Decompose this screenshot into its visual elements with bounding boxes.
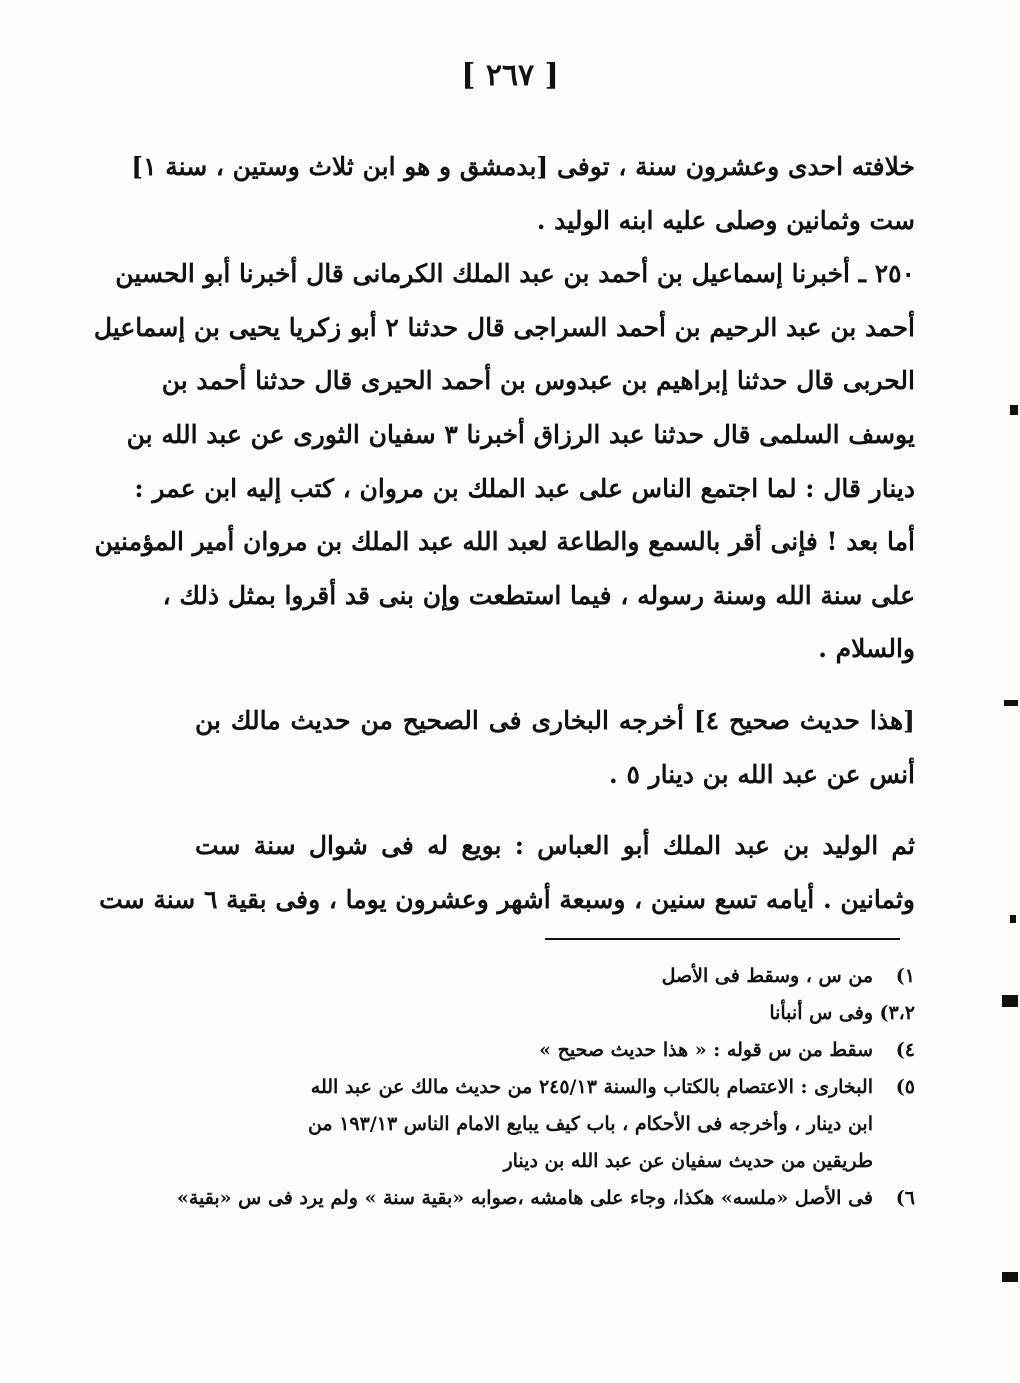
scan-mark bbox=[1002, 995, 1018, 1007]
footnote bbox=[195, 995, 915, 1032]
text-line: الحربى قال حدثنا إبراهيم بن عبدوس بن أحمد الحيرى قال حدثنا أحمد بن bbox=[161, 366, 915, 396]
footnote-text: طريقين من حديث سفيان عن عبد الله بن دينار bbox=[503, 1150, 873, 1172]
footnote bbox=[195, 1032, 915, 1069]
text-line: يوسف السلمى قال حدثنا عبد الرزاق أخبرنا ٣ سفيان الثورى عن عبد الله بن bbox=[126, 419, 915, 449]
scan-mark bbox=[1010, 405, 1018, 415]
text-line: ثم الوليد بن عبد الملك أبو العباس : بويع له فى شوال سنة ست bbox=[195, 831, 915, 861]
footnote-text: فى الأصل «ملسه» هكذا، وجاء على هامشه ،صوابه «بقية سنة » ولم يرد فى س «بقية» bbox=[176, 1187, 873, 1209]
text-line: وثمانين . أيامه تسع سنين ، وسبعة أشهر وعشرون يوما ، وفى بقية ٦ سنة ست bbox=[99, 884, 915, 914]
footnote-number: ١) bbox=[895, 965, 915, 987]
hadith-note-line: [هذا حديث صحيح ٤] أخرجه البخارى فى الصحيح من حديث مالك بن bbox=[195, 705, 915, 735]
text-line: خلافته احدى وعشرون سنة ، توفى [بدمشق و هو ابن ثلاث وستين ، سنة ١] bbox=[131, 152, 915, 181]
footnote bbox=[195, 1069, 915, 1180]
text-line: ست وثمانين وصلى عليه ابنه الوليد . bbox=[536, 205, 915, 235]
scan-mark bbox=[1010, 915, 1016, 923]
footnote-number: ٦) bbox=[895, 1187, 915, 1209]
scan-mark bbox=[1004, 700, 1018, 706]
footnote-text: من س ، وسقط فى الأصل bbox=[661, 965, 873, 987]
text-line: ٢٥٠ ـ أخبرنا إسماعيل بن أحمد بن عبد الملك الكرمانى قال أخبرنا أبو الحسين bbox=[115, 259, 915, 289]
footnote-text: ابن دينار ، وأخرجه فى الأحكام ، باب كيف يبايع الامام الناس ١٩٣/١٣ من bbox=[307, 1113, 873, 1135]
footnote-text: البخارى : الاعتصام بالكتاب والسنة ٢٤٥/١٣ من حديث مالك عن عبد الله bbox=[310, 1076, 873, 1098]
footnote-text: وفى س أنبأنا bbox=[769, 1002, 873, 1024]
text-line: دينار قال : لما اجتمع الناس على عبد الملك بن مروان ، كتب إليه ابن عمر : bbox=[134, 473, 915, 503]
text-line: والسلام . bbox=[818, 634, 915, 664]
hadith-note-line: أنس عن عبد الله بن دينار ٥ . bbox=[609, 759, 915, 789]
footnote-number: ٤) bbox=[895, 1039, 915, 1061]
main-text bbox=[93, 140, 915, 926]
scan-mark bbox=[1002, 1272, 1018, 1282]
footnote bbox=[195, 958, 915, 995]
footnote-number: ٣،٢) bbox=[879, 1002, 915, 1024]
text-line: أما بعد ! فإنى أقر بالسمع والطاعة لعبد الله عبد الملك بن مروان أمير المؤمنين bbox=[94, 527, 915, 557]
text-line: أحمد بن عبد الرحيم بن أحمد السراجى قال حدثنا ٢ أبو زكريا يحيى بن إسماعيل bbox=[93, 312, 915, 342]
page-number: [ ٢٦٧ ] bbox=[461, 58, 559, 93]
footnote-text: سقط من س قوله : « هذا حديث صحيح » bbox=[539, 1039, 873, 1061]
text-line: على سنة الله وسنة رسوله ، فيما استطعت وإن بنى قد أقروا بمثل ذلك ، bbox=[162, 580, 915, 610]
footnote-separator bbox=[545, 938, 900, 940]
footnote-number: ٥) bbox=[895, 1076, 915, 1098]
footnote bbox=[176, 1180, 915, 1217]
footnotes bbox=[176, 958, 915, 1217]
